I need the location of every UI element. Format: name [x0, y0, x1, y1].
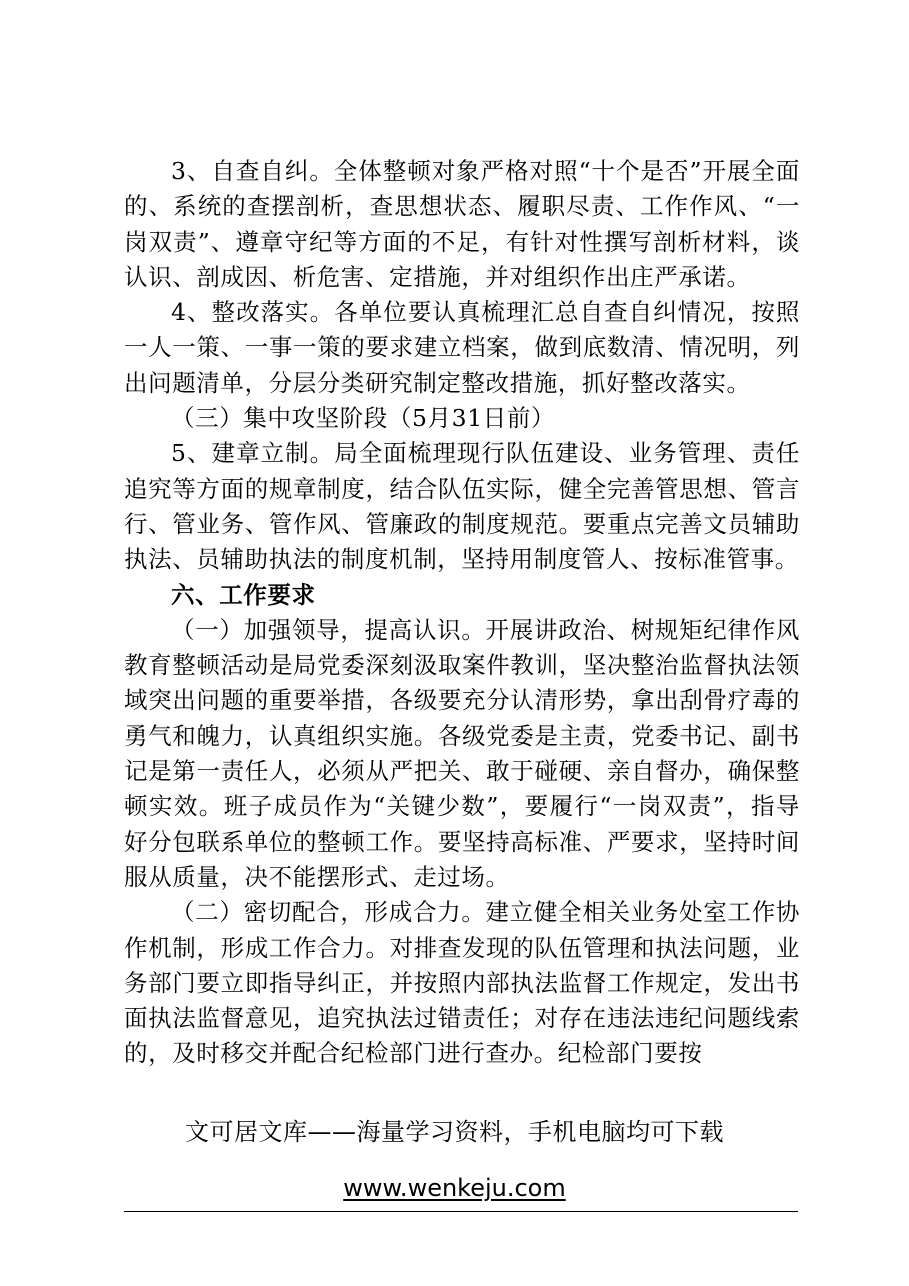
paragraph-leadership [124, 613, 800, 895]
paragraph-rules [124, 436, 800, 577]
document-body [124, 154, 800, 1072]
paragraph-lead: （一）加强领导，提高认识。 [171, 615, 486, 644]
paragraph-self-check [124, 154, 800, 295]
paragraph-text: 建立健全相关业务处室工作协作机制，形成工作合力。对排查发现的队伍管理和执法问题，业务部门要立即指导纠正，并按照内部执法监督工作规定，发出书面执法监督意见，追究执法过错责任；对存在违法违纪问题线索的，及时移交并配合纪检部门进行查办。纪检部门要按 [124, 898, 800, 1068]
footer-link[interactable]: www.wenkeju.com [343, 1174, 566, 1202]
paragraph-cooperation [124, 895, 800, 1071]
section-heading-text: 六、工作要求 [171, 580, 316, 609]
stage-heading [124, 401, 800, 436]
section-heading [124, 578, 800, 613]
footer-title: 文可居文库——海量学习资料，手机电脑均可下载 [185, 1118, 724, 1146]
paragraph-rectification [124, 295, 800, 401]
stage-heading-text: （三）集中攻坚阶段（5月31日前） [171, 404, 556, 433]
paragraph-text: 3、自查自纠。全体整顿对象严格对照“十个是否”开展全面的、系统的查摆剖析，查思想状态、履职尽责、工作作风、“一岗双责”、遵章守纪等方面的不足，有针对性撰写剖析材料，谈认识、剖成因、析危害、定措施，并对组织作出庄严承诺。 [124, 157, 800, 291]
paragraph-text: 4、整改落实。各单位要认真梳理汇总自查自纠情况，按照一人一策、一事一策的要求建立档案，做到底数清、情况明，列出问题清单，分层分类研究制定整改措施，抓好整改落实。 [124, 298, 800, 397]
paragraph-text: 5、建章立制。局全面梳理现行队伍建设、业务管理、责任追究等方面的规章制度，结合队伍实际，健全完善管思想、管言行、管业务、管作风、管廉政的制度规范。要重点完善文员辅助执法、员辅助执法的制度机制，坚持用制度管人、按标准管事。 [124, 439, 800, 574]
paragraph-lead: （二）密切配合，形成合力。 [171, 898, 486, 927]
footer-divider [124, 1211, 798, 1212]
paragraph-text: 开展讲政治、树规矩纪律作风教育整顿活动是局党委深刻汲取案件教训，坚决整治监督执法领域突出问题的重要举措，各级要充分认清形势，拿出刮骨疗毒的勇气和魄力，认真组织实施。各级党委是主责，党委书记、副书记是第一责任人，必须从严把关、敢于碰硬、亲自督办，确保整顿实效。班子成员作为“关键少数”，要履行“一岗双责”，指导好分包联系单位的整顿工作。要坚持高标准、严要求，坚持时间服从质量，决不能摆形式、走过场。 [124, 615, 800, 891]
